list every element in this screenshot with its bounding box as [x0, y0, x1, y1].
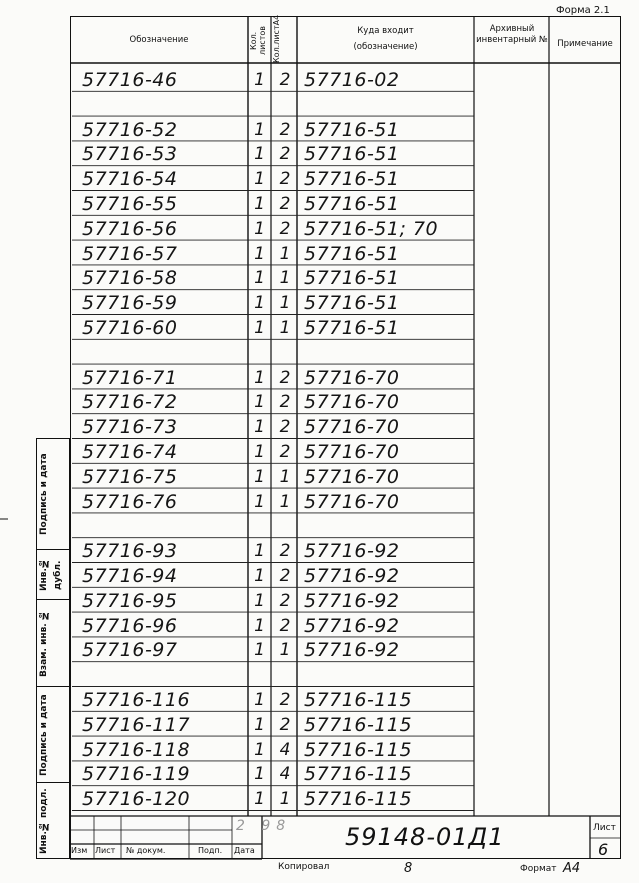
row-designation: 57716-93: [82, 540, 178, 563]
row-format-sheets: 2: [279, 218, 291, 239]
row-format-sheets: 2: [279, 119, 291, 140]
row-where-used: 57716-70: [304, 416, 400, 439]
row-sheets-count: 1: [254, 169, 265, 190]
row-format-sheets: 2: [279, 714, 291, 735]
row-format-sheets: 1: [279, 466, 291, 487]
row-where-used: 57716-51: [304, 317, 400, 339]
row-format-sheets: 2: [279, 144, 291, 165]
row-where-used: 57716-02: [304, 69, 400, 91]
side-block-replace-inv: [36, 599, 70, 687]
row-sheets-count: 1: [254, 466, 265, 487]
header-archive-number: Архивный инвентарный №: [476, 24, 548, 45]
row-sheets-count: 1: [254, 764, 265, 785]
row-sheets-count: 1: [254, 714, 265, 735]
row-designation: 57716-116: [82, 689, 191, 711]
row-sheets-count: 1: [254, 218, 265, 239]
row-where-used: 57716-51: [304, 143, 400, 166]
row-designation: 57716-60: [82, 317, 178, 339]
row-designation: 57716-76: [82, 490, 178, 513]
row-format-sheets: 1: [279, 268, 291, 289]
row-sheets-count: 1: [254, 293, 265, 314]
row-format-sheets: 2: [279, 367, 291, 388]
row-sheets-count: 1: [254, 243, 265, 264]
row-where-used: 57716-51: [304, 242, 400, 265]
row-format-sheets: 1: [279, 491, 291, 512]
row-designation: 57716-72: [82, 391, 178, 414]
row-where-used: 57716-51: [304, 267, 400, 290]
row-where-used: 57716-70: [304, 465, 400, 488]
stamp-izm-label: Изм: [71, 846, 88, 855]
row-format-sheets: 1: [279, 293, 291, 314]
row-format-sheets: 2: [279, 194, 291, 214]
row-format-sheets: 2: [279, 566, 291, 586]
header-sheets-count: Кол. листов: [249, 26, 267, 55]
stamp-faint-mark: 2 98: [236, 818, 292, 834]
row-format-sheets: 1: [279, 243, 291, 264]
row-sheets-count: 1: [254, 70, 265, 90]
row-format-sheets: 2: [279, 615, 291, 636]
stamp-sheet-number: 6: [598, 840, 609, 859]
row-sheets-count: 1: [254, 442, 265, 462]
row-where-used: 57716-70: [304, 490, 400, 513]
footer-page-mark: 8: [404, 861, 413, 876]
row-designation: 57716-53: [82, 143, 178, 166]
row-where-used: 57716-70: [304, 366, 400, 389]
row-designation: 57716-96: [82, 614, 178, 637]
stamp-list-label: Лист: [95, 846, 116, 855]
row-where-used: 57716-115: [304, 788, 413, 811]
footer-copied-label: Копировал: [278, 862, 330, 872]
stamp-date-label: Дата: [234, 846, 255, 855]
footer-format-label: Формат: [520, 864, 557, 874]
row-sheets-count: 1: [254, 491, 265, 512]
row-where-used: 57716-115: [304, 689, 413, 711]
row-designation: 57716-74: [82, 441, 178, 463]
stamp-sheet-label: Лист: [593, 823, 616, 833]
row-designation: 57716-75: [82, 465, 178, 488]
form-number-label: Форма 2.1: [556, 5, 610, 16]
row-where-used: 57716-92: [304, 589, 400, 612]
row-format-sheets: 2: [279, 417, 291, 438]
row-sheets-count: 1: [254, 789, 265, 810]
row-sheets-count: 1: [254, 268, 265, 289]
header-designation: Обозначение: [129, 35, 189, 45]
row-sheets-count: 1: [254, 690, 265, 710]
row-where-used: 57716-51: [304, 292, 400, 315]
row-designation: 57716-120: [82, 788, 191, 811]
row-sheets-count: 1: [254, 590, 265, 611]
row-where-used: 57716-51; 70: [304, 217, 439, 240]
row-designation: 57716-94: [82, 565, 178, 587]
row-where-used: 57716-115: [304, 738, 413, 761]
side-label-dup-inv: Инв.№ дубл.: [39, 558, 63, 592]
row-where-used: 57716-70: [304, 391, 400, 414]
row-sheets-count: 1: [254, 367, 265, 388]
row-format-sheets: 2: [279, 169, 291, 190]
stamp-doc-no-label: № докум.: [126, 846, 166, 855]
row-format-sheets: 4: [279, 764, 291, 785]
row-format-sheets: 2: [279, 70, 291, 90]
side-label-signature-date: Подпись и дата: [39, 453, 49, 535]
row-designation: 57716-54: [82, 168, 178, 191]
row-designation: 57716-97: [82, 639, 178, 662]
document-code: 59148-01Д1: [345, 823, 505, 851]
side-block-signature-date-2: [36, 686, 70, 783]
row-designation: 57716-56: [82, 217, 178, 240]
row-designation: 57716-71: [82, 366, 178, 389]
row-sheets-count: 1: [254, 392, 265, 413]
row-sheets-count: 1: [254, 640, 265, 661]
row-designation: 57716-118: [82, 738, 191, 761]
row-where-used: 57716-51: [304, 168, 400, 191]
row-where-used: 57716-115: [304, 713, 413, 736]
row-where-used: 57716-92: [304, 639, 400, 662]
row-format-sheets: 2: [279, 541, 291, 562]
stamp-sign-label: Подп.: [198, 846, 223, 855]
row-format-sheets: 2: [279, 392, 291, 413]
row-designation: 57716-55: [82, 193, 178, 215]
row-designation: 57716-46: [82, 69, 178, 91]
header-format-sheets: Кол.листА4: [272, 14, 281, 63]
row-designation: 57716-57: [82, 242, 178, 265]
row-where-used: 57716-51: [304, 118, 400, 141]
row-where-used: 57716-70: [304, 441, 400, 463]
row-designation: 57716-52: [82, 118, 178, 141]
row-format-sheets: 2: [279, 690, 291, 710]
row-where-used: 57716-92: [304, 614, 400, 637]
row-where-used: 57716-115: [304, 763, 413, 786]
row-sheets-count: 1: [254, 615, 265, 636]
row-format-sheets: 1: [279, 789, 291, 810]
row-sheets-count: 1: [254, 417, 265, 438]
row-designation: 57716-119: [82, 763, 191, 786]
row-designation: 57716-59: [82, 292, 178, 315]
row-sheets-count: 1: [254, 739, 265, 760]
side-label-orig-inv: Инв.№ подл.: [39, 788, 49, 855]
side-block-signature-date-1: [36, 438, 70, 600]
row-designation: 57716-73: [82, 416, 178, 439]
row-format-sheets: 4: [279, 739, 291, 760]
header-where-used-sub: (обозначение): [353, 42, 418, 52]
row-sheets-count: 1: [254, 144, 265, 165]
row-sheets-count: 1: [254, 318, 265, 338]
row-format-sheets: 2: [279, 590, 291, 611]
header-note: Примечание: [557, 39, 613, 49]
row-sheets-count: 1: [254, 119, 265, 140]
side-label-replace-inv: Взам. инв. №: [39, 610, 49, 678]
row-sheets-count: 1: [254, 541, 265, 562]
row-format-sheets: 2: [279, 442, 291, 462]
row-format-sheets: 1: [279, 318, 291, 338]
row-where-used: 57716-51: [304, 193, 400, 215]
side-label-signature-date-2: Подпись и дата: [39, 694, 49, 777]
row-where-used: 57716-92: [304, 540, 400, 563]
row-designation: 57716-117: [82, 713, 191, 736]
row-designation: 57716-95: [82, 589, 178, 612]
row-sheets-count: 1: [254, 566, 265, 586]
row-format-sheets: 1: [279, 640, 291, 661]
header-where-used: Куда входит: [357, 26, 414, 36]
row-designation: 57716-58: [82, 267, 178, 290]
row-sheets-count: 1: [254, 194, 265, 214]
row-where-used: 57716-92: [304, 565, 400, 587]
side-block-orig-inv: [36, 782, 70, 859]
footer-format-value: А4: [563, 861, 581, 876]
